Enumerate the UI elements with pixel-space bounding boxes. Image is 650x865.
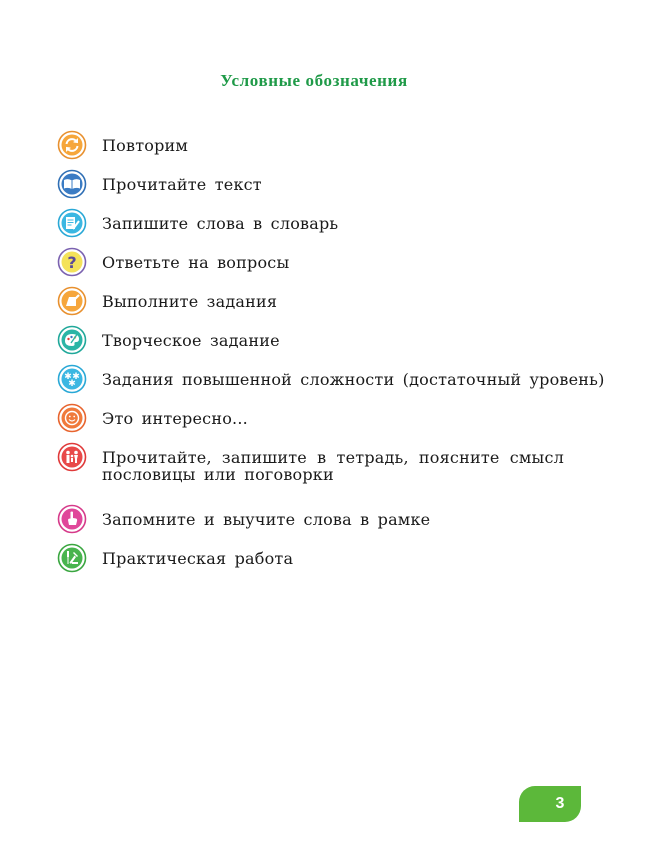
repeat-arrows-icon xyxy=(57,130,87,160)
snowflakes-icon xyxy=(57,364,87,394)
page-number: 3 xyxy=(555,795,565,812)
page-number-tab xyxy=(519,786,581,822)
legend-item-repeat xyxy=(57,130,188,160)
question-mark-icon xyxy=(57,247,87,277)
legend-item-tasks xyxy=(57,286,277,316)
legend-label: Выполните задания xyxy=(102,292,278,311)
open-book-icon xyxy=(57,169,87,199)
legend-item-memorize xyxy=(57,504,430,534)
legend-item-interesting xyxy=(57,403,248,433)
raised-finger-icon xyxy=(57,504,87,534)
legend-label: Повторим xyxy=(102,136,189,155)
svg-text:✱: ✱ xyxy=(72,372,80,382)
page-title-text: Условные обозначения xyxy=(220,71,408,90)
legend-label: Ответьте на вопросы xyxy=(102,253,290,272)
legend-label: Запомните и выучите слова в рамке xyxy=(102,510,431,529)
write-in-dictionary-icon xyxy=(57,208,87,238)
smiley-face-icon xyxy=(57,403,87,433)
legend-item-practical xyxy=(57,543,293,573)
page-title xyxy=(0,71,650,91)
legend-label: Запишите слова в словарь xyxy=(102,214,339,233)
legend-label: Задания повышенной сложности (достаточный уровень) xyxy=(102,370,605,389)
legend-item-questions xyxy=(57,247,289,277)
tools-icon xyxy=(57,543,87,573)
legend-item-advanced xyxy=(57,364,605,394)
svg-text:?: ? xyxy=(67,253,77,272)
legend-label: Прочитайте текст xyxy=(102,175,262,194)
pencil-paper-icon xyxy=(57,286,87,316)
legend-label: Это интересно... xyxy=(102,409,248,428)
svg-text:✱: ✱ xyxy=(68,379,76,389)
legend-item-creative xyxy=(57,325,280,355)
svg-text:✱: ✱ xyxy=(64,372,72,382)
legend-item-proverbs xyxy=(57,442,564,483)
legend-label: Прочитайте, запишите в тетрадь, поясните смысл пословицы или поговорки xyxy=(102,448,564,484)
legend-label: Практическая работа xyxy=(102,549,294,568)
legend-item-read-text xyxy=(57,169,262,199)
legend-label: Творческое задание xyxy=(102,331,280,350)
legend-item-dictionary xyxy=(57,208,338,238)
people-icon xyxy=(57,442,87,472)
palette-brush-icon xyxy=(57,325,87,355)
